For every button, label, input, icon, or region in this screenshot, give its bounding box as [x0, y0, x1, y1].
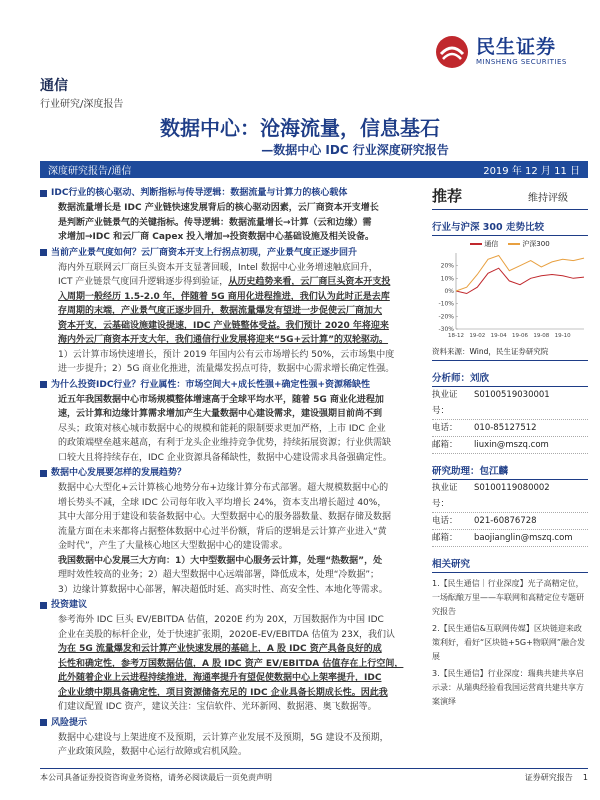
x-tick-label: 19-10 [554, 333, 571, 339]
bullet-icon [40, 470, 47, 477]
analyst-heading: 分析师：刘欣 [432, 370, 588, 387]
y-tick-label: 20% [440, 262, 454, 270]
chart-heading: 行业与沪深 300 走势比较 [432, 219, 588, 236]
rating-label: 推荐 [432, 187, 463, 205]
y-tick-label: 0% [444, 288, 454, 295]
assistant-heading: 研究助理：包江麟 [432, 463, 588, 480]
report-title: 数据中心：沧海流量，信息基石 [160, 116, 440, 140]
related-link[interactable]: 1.【民生通信｜行业深度】光子高精定位，一场酝酿万里——车联网和高精定位专题研究报告 [432, 579, 584, 616]
assistant-row: 电话： 021-60876728 [432, 513, 588, 530]
brand-logo [434, 34, 567, 70]
info-bar [40, 161, 588, 178]
paragraph: 参考海外 IDC 巨头 EV/EBITDA 估值，2020E 约为 20X，万国数据作为中国 IDC 企业在美股的标杆企业，处于快速扩张期，2020E-EV/EBITDA 估值为 23X，我们认 为在 5G 流量爆发和云计算产业快速发展的基础上，A 股 IDC 资产具备良好的成 长性和确定性，参考万国数据估值，A 股 IDC 资产 EV/EBITDA 估值存在上行空间， 此外随着企业上云进程持续推进，海通率提升有望促使数据中心上架率提升，IDC 企业业绩中期具备确定性，项目资源储备充足的 IDC 企业具备长期成长性。因此我 们建议配置 IDC 资产，建议关注：宝信软件、光环新网、数据港、奥飞数据等。 [58, 615, 404, 712]
bullet-heading: 数据中心发展要怎样的发展趋势？ [40, 465, 424, 481]
disclaimer: 本公司具备证券投资咨询业务资格，请务必阅读最后一页免责声明 [40, 773, 272, 782]
analyst-row: 电话： 010-85127512 [432, 420, 588, 437]
main-body [40, 185, 424, 760]
paragraph: 数据中心大型化+云计算核心地势分布+边缘计算分布式部署。超大规模数据中心的 增长势头不减，全球 IDC 公司每年收入平均增长 24%，资本支出增长超过 40%， 其中大部分用于建设和装备数据中心。大型数据中心的服务器数量、数据存储及数据 流量方面在未来都将占据整体数据中心过半份额，背后的逻辑是云计算产业进入“黄 金时代”，产生了大量核心地区大型数据中心的建设需求。 我国数据中心发展三大方向：1）大中型数据中心服务云计算，处理“热数据”，处 理时效性较高的业务；2）超大型数据中心远端部署，降低成本，处理“冷数据”； 3）边缘计算数据中心部署，解决超低时延、高实时性、高安全性、本地化等需求。 [58, 483, 392, 595]
bullet-icon [40, 190, 47, 197]
brand-name-cn: 民生证券 [476, 36, 557, 58]
chart-source: 资料来源：Wind，民生证券研究院 [432, 346, 588, 361]
assistant-row: 执业证号： S0100119080002 [432, 480, 588, 513]
x-tick-label: 18-12 [448, 333, 464, 339]
series-line-hs300 [456, 256, 584, 292]
footer [40, 768, 588, 783]
series-line-tongxin [456, 268, 584, 293]
report-subtitle: —数据中心 IDC 行业深度研究报告 [261, 143, 449, 157]
bullet-icon [40, 719, 47, 726]
related-link[interactable]: 2.【民生通信&互联网传媒】区块链迎来政策利好，看好“区块链+5G+物联网”融合发展 [432, 624, 585, 661]
bullet-icon [40, 249, 47, 256]
bullet-heading: 为什么投资IDC行业？行业属性：市场空间大+成长性强+确定性强+资源稀缺性 [40, 377, 424, 393]
bullet-heading: 当前产业景气度如何？云厂商资本开支上行拐点初现，产业景气度正逐步回升 [40, 245, 424, 261]
paragraph: 数据流量增长是 IDC 产业链快速发展背后的核心驱动因素，云厂商资本开支增长 是判断产业链景气的关键指标。传导逻辑：数据流量增长→计算（云和边缘）需 求增加→IDC 和云厂商 Capex 投入增加→投资数据中心基础设施及相关设备。 [58, 203, 379, 242]
report-date: 2019 年 12 月 11 日 [483, 166, 580, 177]
y-tick-label: -30% [438, 326, 454, 333]
x-tick-label: 19-06 [512, 333, 528, 339]
assistant-info [432, 480, 588, 547]
logo-mark-icon [434, 34, 470, 70]
related-list [432, 577, 588, 709]
related-heading: 相关研究 [432, 556, 588, 573]
rating-row [432, 185, 588, 210]
sidebar [432, 185, 588, 712]
y-tick-label: -20% [438, 313, 454, 321]
bullet-heading: 投资建议 [40, 597, 424, 613]
analyst-row: 执业证号： S0100519030001 [432, 387, 588, 420]
page-number: 1 [582, 773, 588, 782]
brand-name-en: MINSHENG SECURITIES [476, 58, 567, 66]
x-tick-label: 19-02 [469, 333, 486, 339]
bullet-heading: 风险提示 [40, 715, 424, 731]
industry-label: 通信 [40, 78, 68, 94]
analyst-row: 邮箱： liuxin@mszq.com [432, 437, 588, 454]
bullet-heading: IDC行业的核心驱动、判断指标与传导逻辑：数据流量与计算力的核心载体 [40, 185, 424, 201]
rating-value: 维持评级 [528, 193, 568, 204]
paragraph: 海内外互联网云厂商巨头资本开支显著回暖，Intel 数据中心业务增速触底回升， ICT 产业链景气度回升逻辑逐步得到验证，从历史趋势来看，云厂商巨头资本开支投 入周期一般经历 1.5-2.0 年，伴随着 5G 商用化进程推进，我们认为此时正是去库 存周期的末端，产业景气度正逐步回升，数据流量爆发有望进一步促使云厂商加大 资本开支，云基础设施建设提速，IDC 产业链整体受益。我们预计 2020 年将迎来 海内外云厂商资本开支大年，我们通信行业发展将迎来“5G+云计算”的双轮驱动。 1）云计算市场快速增长，预计 2019 年国内公有云市场增长约 50%，云市场集中度 进一步提升；2）5G 商业化推进，流量爆发拐点可待，数据中心需求增长确定性强。 [58, 262, 395, 374]
legend-item: 沪深300 [508, 239, 549, 249]
trend-chart [432, 249, 588, 341]
paragraph: 数据中心建设与上架进度不及预期，云计算产业发展不及预期，5G 建设不及预期， 产业政策风险，数据中心运行故障或宕机风险。 [58, 732, 389, 757]
related-link[interactable]: 3.【民生通信】行业深度：瑞典共建共享启示录：从瑞典经验看我国运营商共建共享方案演绎 [432, 669, 584, 706]
y-tick-label: 10% [440, 275, 454, 283]
info-bar-category: 深度研究报告/通信 [48, 166, 132, 177]
chart-legend [432, 239, 588, 249]
x-tick-label: 19-08 [533, 333, 550, 339]
paragraph: 近五年我国数据中心市场规模整体增速高于全球平均水平，随着 5G 商业化进程加 速，云计算和边缘计算需求增加产生大量数据中心建设需求，建设强期目前尚不到 尽头；政策对核心城市数据中心的规模和能耗的限制要求更加严格，上市 IDC 企业 的政策端壁垒越来越高，有利于龙头企业维持竞争优势，持续拓展资源；行业供需缺 口较大且将持续存在，IDC 企业资源具备稀缺性，数据中心建设需求具备强确定性。 [58, 394, 392, 463]
analyst-info [432, 387, 588, 454]
bullet-icon [40, 381, 47, 388]
bullet-icon [40, 602, 47, 609]
legend-item: 通信 [470, 239, 498, 249]
x-tick-label: 19-04 [490, 333, 507, 339]
y-tick-label: -10% [438, 300, 454, 308]
report-type: 行业研究/深度报告 [40, 99, 124, 110]
footer-right: 证券研究报告 1 [524, 773, 588, 782]
assistant-row: 邮箱： baojianglin@mszq.com [432, 530, 588, 547]
